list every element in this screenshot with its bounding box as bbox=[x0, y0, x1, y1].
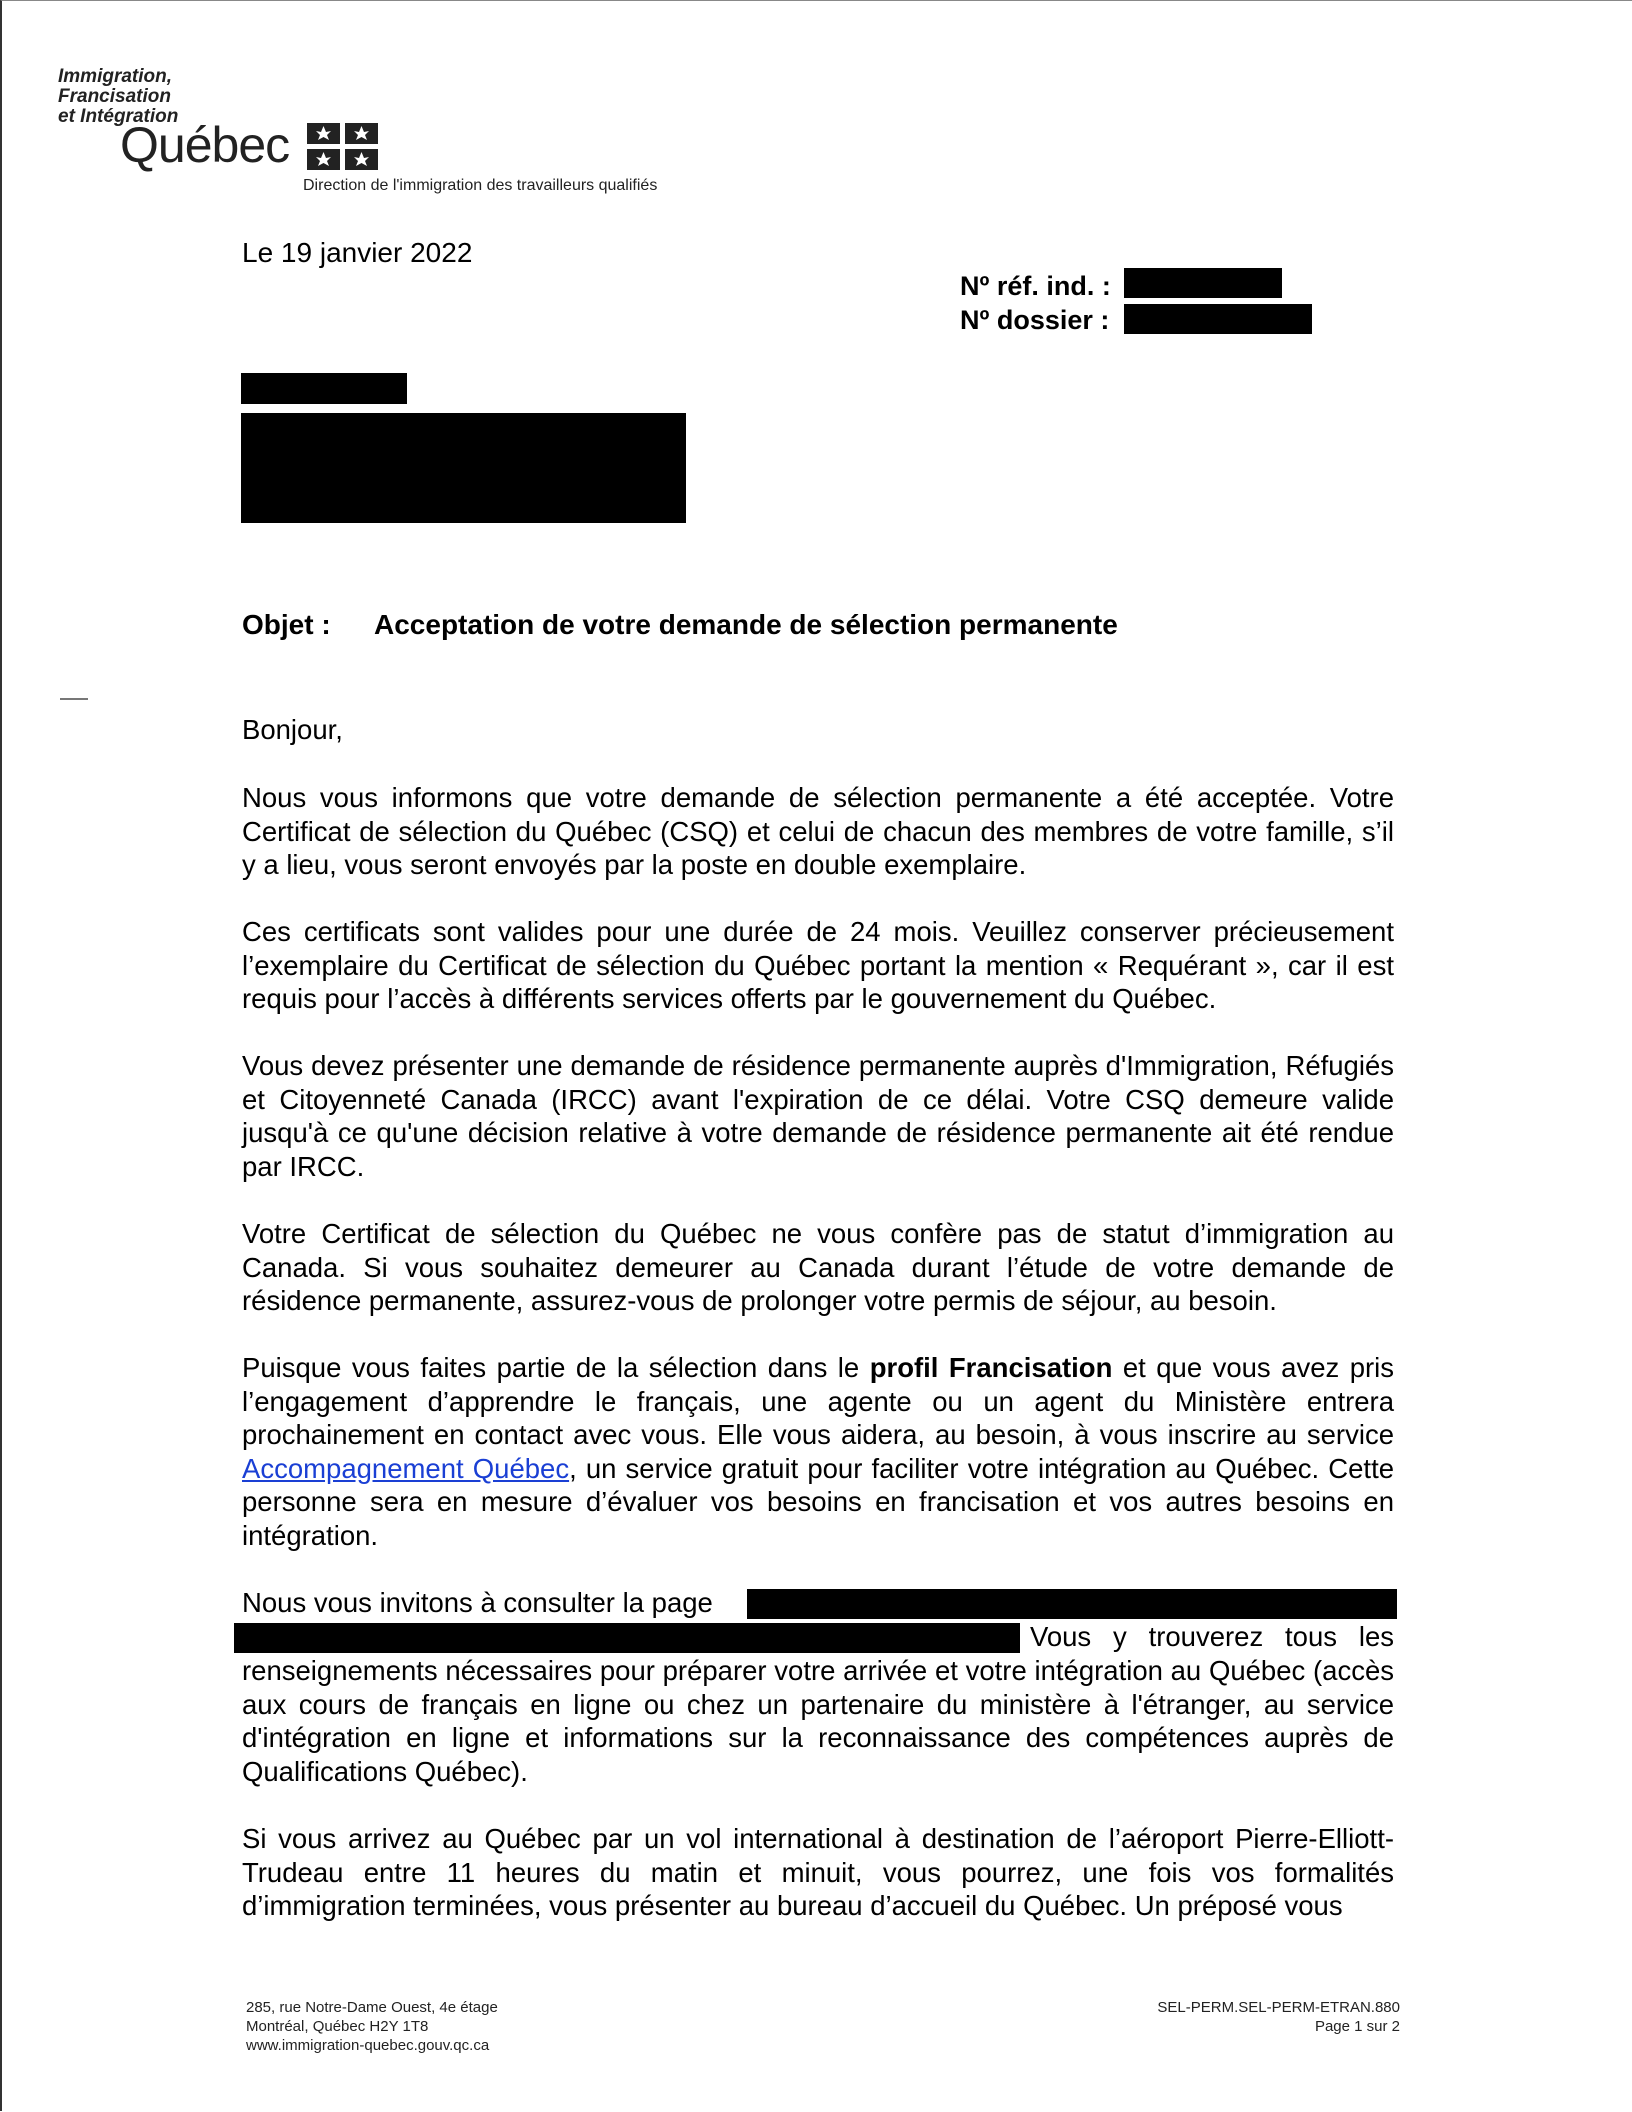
accompagnement-quebec-link[interactable]: Accompagnement Québec bbox=[242, 1452, 570, 1484]
ministry-name-line3: et Intégration bbox=[58, 106, 179, 127]
redacted-webpage-line1 bbox=[747, 1589, 1397, 1619]
paragraph-immigration-status: Votre Certificat de sélection du Québec ne vous confère pas de statut d’immigration au Canada. Si vous souhaitez demeurer au Canada durant l’étude de votre demande de résidence permanente, assurez-vous de prolonger votre permis de séjour, au besoin. bbox=[242, 1218, 1394, 1317]
subject-label: Objet : bbox=[242, 609, 331, 640]
invitation-text-middle: Vous y trouverez tous les bbox=[1030, 1621, 1394, 1652]
invitation-text-start: Nous vous invitons à consulter la page bbox=[242, 1587, 713, 1618]
footer-document-info bbox=[1157, 1998, 1400, 2036]
ministry-name-line1: Immigration, bbox=[58, 66, 173, 87]
francisation-text-start: Puisque vous faites partie de la sélection dans le bbox=[242, 1352, 870, 1383]
dossier-number-label: Nº dossier : bbox=[960, 305, 1110, 335]
ministry-name-line2: Francisation bbox=[58, 86, 171, 107]
paragraph-resources: renseignements nécessaires pour préparer votre arrivée et votre intégration au Québec (accès aux cours de français en ligne ou chez un partenaire du ministère à l'étranger, au service d'intégration en ligne et informations sur la reconnaissance des compétences auprès de Qualifications Québec). bbox=[242, 1655, 1394, 1787]
margin-mark bbox=[60, 698, 88, 700]
francisation-profile: profil Francisation bbox=[869, 1352, 1113, 1383]
footer-address-line1: 285, rue Notre-Dame Ouest, 4e étage bbox=[246, 1999, 498, 2016]
footer-website: www.immigration-quebec.gouv.qc.ca bbox=[246, 2037, 490, 2054]
reference-block bbox=[960, 269, 1111, 337]
paragraph-permanent-residence: Vous devez présenter une demande de résidence permanente auprès d'Immigration, Réfugiés et Citoyenneté Canada (IRCC) avant l'expiration de ce délai. Votre CSQ demeure valide jusqu'à ce qu'une décision relative à votre demande de résidence permanente ait été rendue par IRCC. bbox=[242, 1050, 1394, 1182]
redacted-recipient-name bbox=[241, 373, 407, 404]
paragraph-francisation bbox=[242, 1351, 1394, 1553]
redacted-dossier-number bbox=[1124, 304, 1312, 334]
footer-address bbox=[246, 1998, 498, 2055]
paragraph-validity: Ces certificats sont valides pour une durée de 24 mois. Veuillez conserver précieusement l’exemplaire du Certificat de sélection du Québec portant la mention « Requérant », car il est requis pour l’accès à différents services offerts par le gouvernement du Québec. bbox=[242, 916, 1394, 1015]
direction-name: Direction de l'immigration des travailleurs qualifiés bbox=[303, 177, 658, 194]
francisation-text-middle: et que vous avez pris l’engagement d’apprendre le français, une agente ou un agent du Ministère entrera prochainement en contact avec vous. Elle vous aidera, au besoin, à vous inscrire au service bbox=[242, 1352, 1395, 1451]
redacted-recipient-address bbox=[241, 413, 686, 523]
redacted-reference-number bbox=[1124, 268, 1282, 298]
quebec-flag-icon bbox=[307, 123, 379, 171]
subject-text: Acceptation de votre demande de sélection permanente bbox=[374, 609, 1118, 640]
footer-address-line2: Montréal, Québec H2Y 1T8 bbox=[246, 2018, 429, 2035]
footer-document-code: SEL-PERM.SEL-PERM-ETRAN.880 bbox=[1157, 1999, 1400, 2016]
letter-date: Le 19 janvier 2022 bbox=[242, 237, 473, 268]
quebec-wordmark: Québec bbox=[120, 117, 290, 173]
paragraph-arrival: Si vous arrivez au Québec par un vol international à destination de l’aéroport Pierre-Elliott-Trudeau entre 11 heures du matin et minuit, vous pourrez, une fois vos formalités d’immigration terminées, vous présenter au bureau d’accueil du Québec. Un préposé vous bbox=[242, 1823, 1394, 1922]
redacted-webpage-line2 bbox=[234, 1623, 1020, 1653]
francisation-text-end: , un service gratuit pour faciliter votre intégration au Québec. Cette personne sera en mesure d’évaluer vos besoins en francisation et vos autres besoins en intégration. bbox=[242, 1452, 1395, 1551]
reference-number-label: Nº réf. ind. : bbox=[960, 271, 1111, 301]
greeting: Bonjour, bbox=[242, 714, 343, 745]
footer-page-number: Page 1 sur 2 bbox=[1314, 2018, 1400, 2035]
paragraph-acceptance: Nous vous informons que votre demande de sélection permanente a été acceptée. Votre Certificat de sélection du Québec (CSQ) et celui de chacun des membres de votre famille, s’il y a lieu, vous seront envoyés par la poste en double exemplaire. bbox=[242, 782, 1394, 881]
